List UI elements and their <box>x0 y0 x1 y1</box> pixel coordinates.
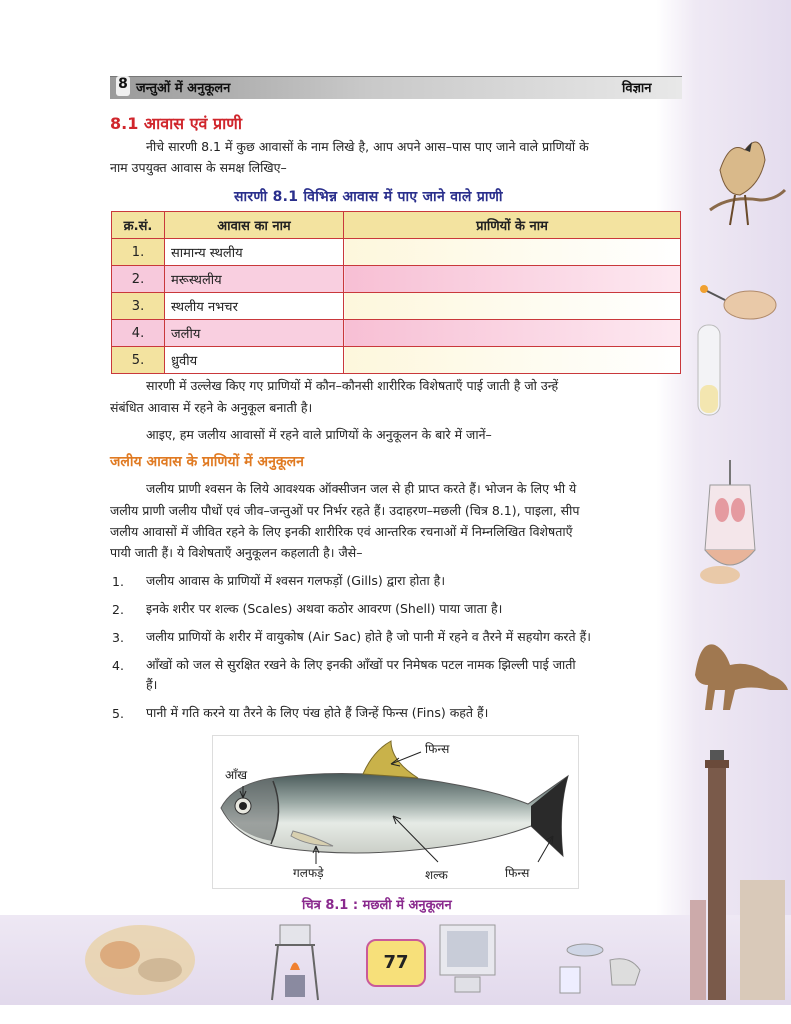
habitat-name: सामान्य स्थलीय <box>165 239 344 266</box>
aquatic-heading: जलीय आवास के प्राणियों में अनुकूलन <box>110 454 304 470</box>
page-number: 77 <box>366 939 426 987</box>
figure-caption: चित्र 8.1 : मछली में अनुकूलन <box>302 898 452 913</box>
after-table-line-3: आइए, हम जलीय आवासों में रहने वाले प्राणियों के अनुकूलन के बारे में जानें– <box>146 427 492 442</box>
burner-apparatus-illustration <box>272 925 318 1000</box>
point-text: पानी में गति करने या तैरने के लिए पंख होते हैं जिन्हें फिन्स (Fins) कहते हैं। <box>146 705 489 720</box>
habitat-table <box>111 211 681 374</box>
table-row <box>112 347 681 374</box>
hand-match-illustration <box>700 285 776 319</box>
intro-line-1: नीचे सारणी 8.1 में कुछ आवासों के नाम लिखे है, आप अपने आस–पास पाए जाने वाले प्राणियों के <box>146 139 589 154</box>
aquatic-para-line-1: जलीय प्राणी श्वसन के लिये आवश्यक ऑक्सीजन जल से ही प्राप्त करते हैं। भोजन के लिए भी ये <box>146 481 577 496</box>
point-number: 4. <box>112 658 124 673</box>
animals-cell[interactable] <box>344 239 681 266</box>
aquatic-para-line-2: जलीय प्राणी जलीय पौधों एवं जीव–जन्तुओं पर निर्भर रहते हैं। उदाहरण–मछली (चित्र 8.1), पाइला, सीप <box>110 503 580 518</box>
row-number: 1. <box>112 239 165 266</box>
point-number: 5. <box>112 706 124 721</box>
gills-label: गलफड़े <box>293 866 324 880</box>
table-header: प्राणियों के नाम <box>344 212 681 239</box>
point-text-continued: हैं। <box>146 677 158 692</box>
aquatic-para-line-4: पायी जाती हैं। ये विशेषताएँ अनुकूलन कहलाती है। जैसे– <box>110 545 363 560</box>
row-number: 2. <box>112 266 165 293</box>
row-number: 4. <box>112 320 165 347</box>
animals-cell[interactable] <box>344 266 681 293</box>
scales-label: शल्क <box>425 868 448 882</box>
table-header-row <box>112 212 681 239</box>
eye-label: आँख <box>225 768 248 782</box>
point-text: जलीय प्राणियों के शरीर में वायुकोष (Air Sac) होते है जो पानी में रहने व तैरने में सहयोग करते हैं। <box>146 629 592 644</box>
point-number: 3. <box>112 630 124 645</box>
bottom-margin <box>0 1005 791 1024</box>
animals-cell[interactable] <box>344 347 681 374</box>
iron-pillar-illustration <box>690 750 785 1000</box>
habitat-name: स्थलीय नभचर <box>165 293 344 320</box>
habitat-name: जलीय <box>165 320 344 347</box>
footer-decoration <box>0 915 690 1005</box>
test-tube-illustration <box>698 325 720 415</box>
point-number: 1. <box>112 574 124 589</box>
habitat-name: मरूस्थलीय <box>165 266 344 293</box>
section-title: 8.1 आवास एवं प्राणी <box>110 114 242 133</box>
fish-figure <box>212 735 579 889</box>
fins-tail-label: फिन्स <box>505 866 530 880</box>
glassware-illustration <box>560 944 640 993</box>
table-row <box>112 239 681 266</box>
bird-illustration <box>710 142 785 225</box>
animals-cell[interactable] <box>344 293 681 320</box>
table-row <box>112 320 681 347</box>
fins-top-label: फिन्स <box>425 742 450 756</box>
after-table-line-2: संबंधित आवास में रहने के अनुकूल बनाती है। <box>110 400 313 415</box>
after-table-line-1: सारणी में उल्लेख किए गए प्राणियों में कौन–कौनसी शारीरिक विशेषताएँ पाई जाती है जो उन्हें <box>146 378 559 393</box>
table-row <box>112 293 681 320</box>
chapter-number: 8 <box>116 76 130 96</box>
animals-cell[interactable] <box>344 320 681 347</box>
table-header: आवास का नाम <box>165 212 344 239</box>
table-row <box>112 266 681 293</box>
point-text: इनके शरीर पर शल्क (Scales) अथवा कठोर आवरण (Shell) पाया जाता है। <box>146 601 503 616</box>
intro-line-2: नाम उपयुक्त आवास के समक्ष लिखिए– <box>110 160 287 175</box>
seeds-illustration <box>85 925 195 995</box>
aquatic-para-line-3: जलीय आवासों में जीवित रहने के लिए इनकी शारीरिक एवं आन्तरिक रचनाओं में निम्नलिखित विशेषताएँ <box>110 524 573 539</box>
point-text: जलीय आवास के प्राणियों में श्वसन गलफड़ों (Gills) द्वारा होता है। <box>146 573 446 588</box>
monitor-illustration <box>440 925 495 992</box>
table-header: क्र.सं. <box>112 212 165 239</box>
subject-name: विज्ञान <box>622 81 652 96</box>
habitat-name: ध्रुवीय <box>165 347 344 374</box>
row-number: 3. <box>112 293 165 320</box>
lungs-model-illustration <box>700 460 755 584</box>
chapter-title: जन्तुओं में अनुकूलन <box>136 81 231 96</box>
table-title: सारणी 8.1 विभिन्न आवास में पाए जाने वाले प्राणी <box>234 189 503 205</box>
side-decoration <box>690 100 791 1000</box>
point-number: 2. <box>112 602 124 617</box>
dinosaur-illustration <box>695 644 788 710</box>
row-number: 5. <box>112 347 165 374</box>
point-text: आँखों को जल से सुरक्षित रखने के लिए इनकी आँखों पर निमेषक पटल नामक झिल्ली पाई जाती <box>146 657 576 672</box>
